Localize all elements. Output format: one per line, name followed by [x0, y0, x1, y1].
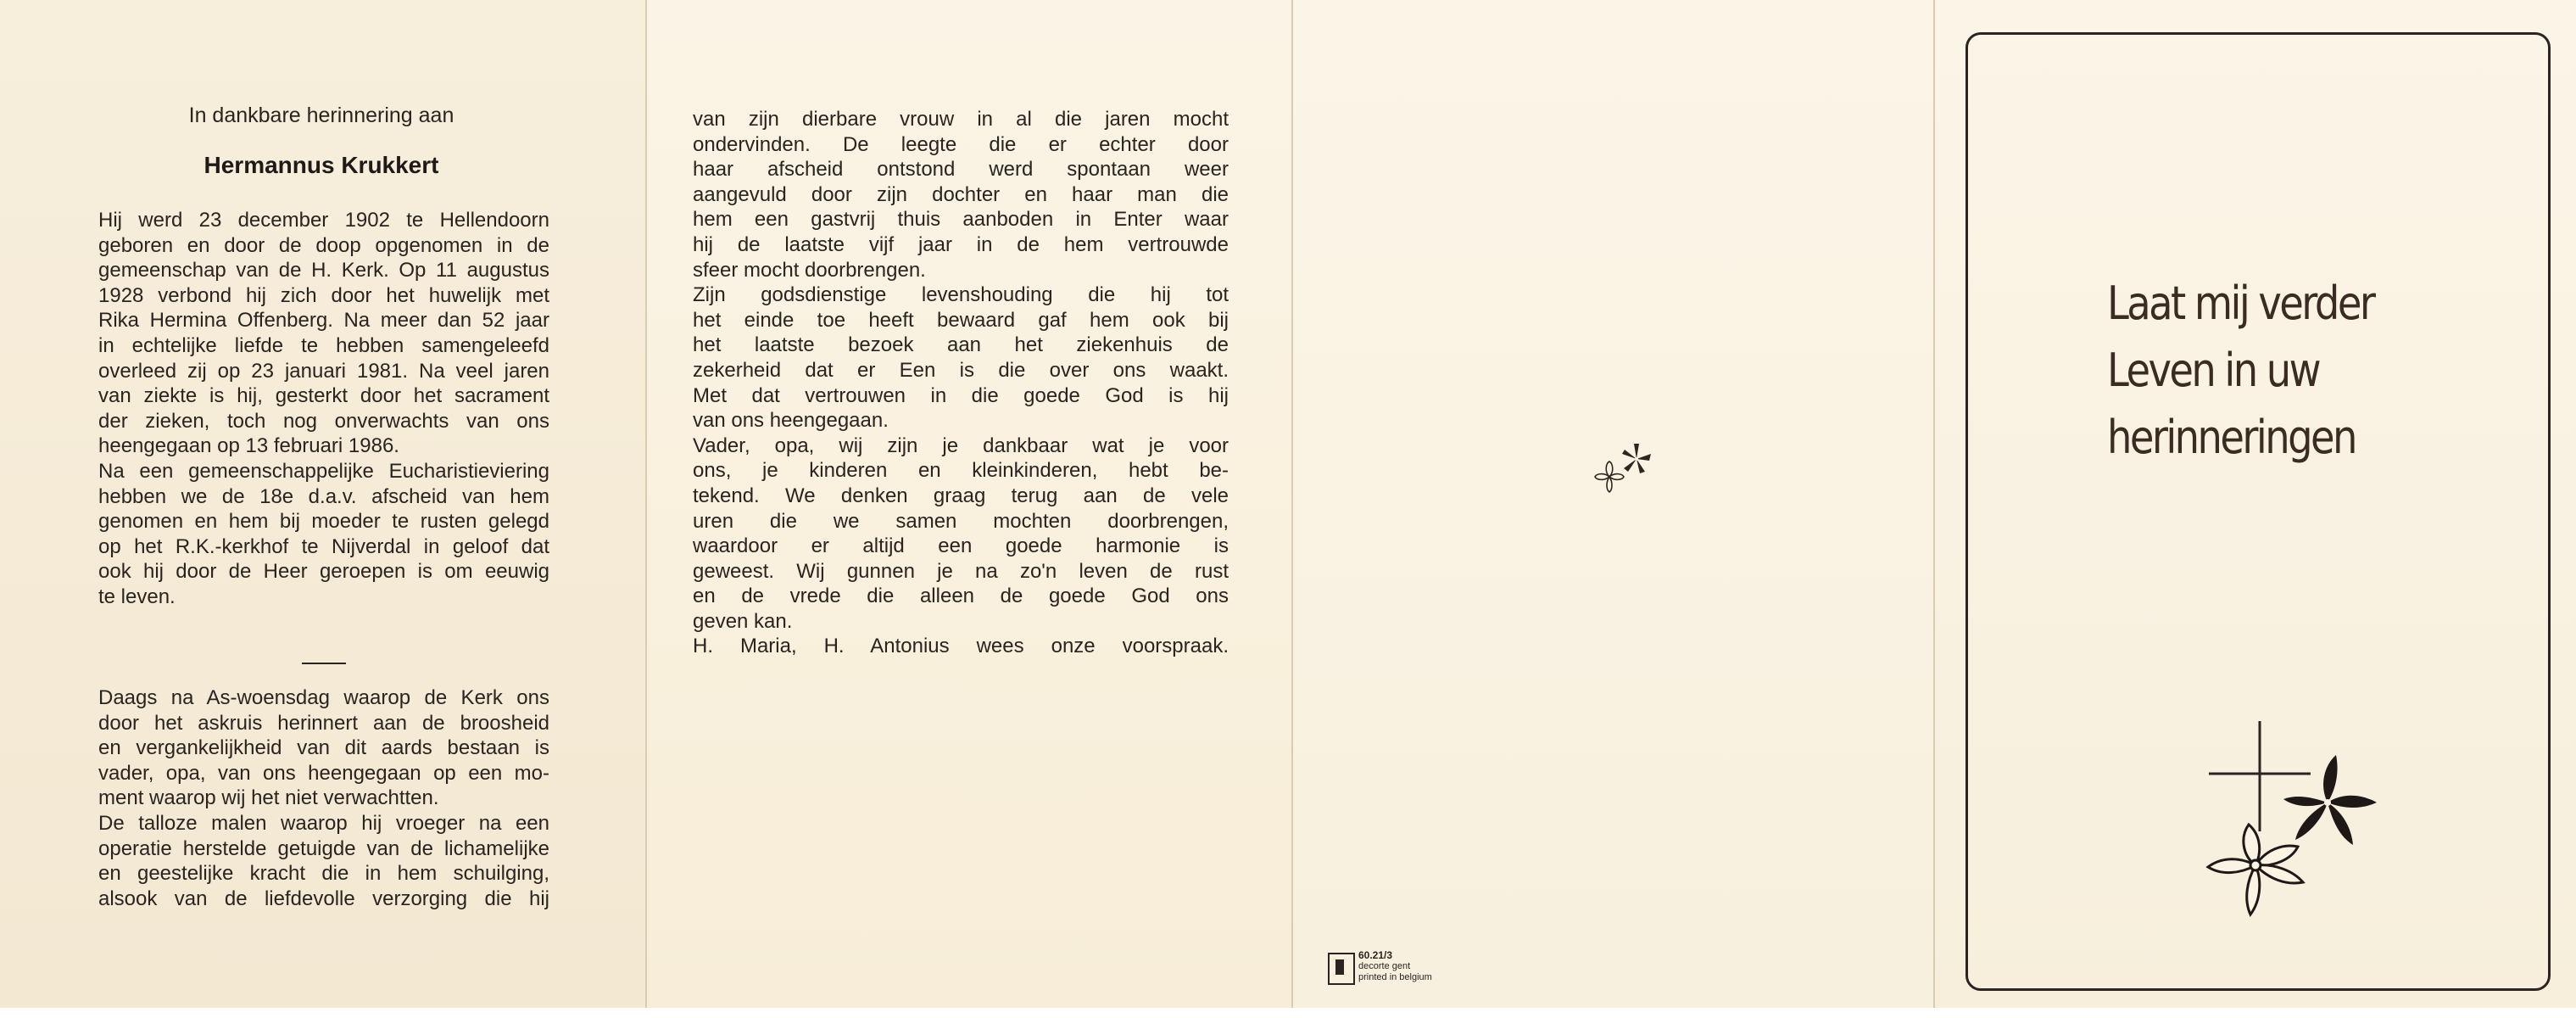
fold-line [1933, 0, 1935, 1018]
text-line: alsook van de liefdevolle verzorging die hij [98, 887, 549, 910]
continuation-text [693, 107, 1229, 659]
section-divider [302, 663, 346, 664]
text-line: operatie herstelde getuigde van de lichamelijke [98, 836, 549, 860]
text-line: hebben we de 18e d.a.v. afscheid van hem [98, 484, 549, 508]
text-line: ment waarop wij het niet verwachtten. [98, 786, 439, 810]
outline-flower-icon [2208, 825, 2303, 915]
printer-publisher: decorte gent [1358, 961, 1411, 971]
text-line: waardoor er altijd een goede harmonie is [693, 534, 1229, 558]
page-edge [0, 1008, 2576, 1018]
printer-mark [1328, 949, 1497, 988]
text-line: van zijn dierbare vrouw in al die jaren mocht [693, 108, 1229, 131]
intro-heading: In dankbare herinnering aan [188, 103, 454, 127]
text-line: hem een gastvrij thuis aanboden in Enter waar [693, 208, 1229, 232]
text-line: genomen en hem bij moeder te rusten gelegd [98, 510, 549, 534]
text-line: aangevuld door zijn dochter en haar man die [693, 182, 1229, 206]
text-line: het einde toe heeft bewaard gaf hem ook bij [693, 308, 1229, 332]
text-line: van ziekte is hij, gesterkt door het sacrament [98, 384, 549, 408]
text-line: van ons heengegaan. [693, 409, 889, 433]
biography-paragraph [98, 208, 549, 610]
deceased-name: Hermannus Krukkert [204, 152, 439, 178]
text-line: Zijn godsdienstige levenshouding die hij tot [693, 283, 1229, 307]
small-flower-ornament [1579, 438, 1664, 506]
cross-and-flowers-ornament [2166, 713, 2412, 942]
text-line: tekend. We denken graag terug aan de vele [693, 484, 1229, 507]
text-line: geven kan. [693, 609, 793, 633]
reflection-paragraph [98, 685, 549, 911]
text-line: haar afscheid ontstond werd spontaan weer [693, 158, 1229, 182]
text-line: De talloze malen waarop hij vroeger na een [98, 811, 549, 835]
text-line: te leven. [98, 585, 176, 608]
text-line: Met dat vertrouwen in die goede God is hij [693, 383, 1229, 407]
text-line: uren die we samen mochten doorbrengen, [693, 509, 1229, 533]
printer-logo-icon [1328, 953, 1355, 985]
cover-title-line: herinneringen [2107, 411, 2356, 464]
text-line: H. Maria, H. Antonius wees onze voorspraak. [693, 635, 1229, 658]
text-line: geboren en door de doop opgenomen in de [98, 233, 549, 257]
cross-icon [2209, 721, 2311, 831]
text-line: Rika Hermina Offenberg. Na meer dan 52 jaar [98, 309, 549, 333]
fold-line [645, 0, 647, 1018]
text-line: en de vrede die alleen de goede God ons [693, 585, 1229, 608]
text-line: der zieken, toch nog onverwachts van ons [98, 409, 549, 433]
text-line: heengegaan op 13 februari 1986. [98, 434, 399, 458]
text-line: Hij werd 23 december 1902 te Hellendoorn [98, 209, 549, 232]
cover-title-line: Leven in uw [2107, 344, 2320, 397]
text-line: en geestelijke kracht die in hem schuilging, [98, 862, 549, 886]
text-line: door het askruis herinnert aan de broosheid [98, 711, 549, 735]
text-line: ook hij door de Heer geroepen is om eeuwig [98, 560, 549, 584]
text-line: geweest. Wij gunnen je na zo'n leven de rust [693, 559, 1229, 583]
text-line: Na een gemeenschappelijke Eucharistieviering [98, 459, 549, 483]
cover-title-line: Laat mij verder [2107, 277, 2374, 330]
text-line: gemeenschap van de H. Kerk. Op 11 augustus [98, 259, 549, 282]
text-line: op het R.K.-kerkhof te Nijverdal in geloof dat [98, 534, 549, 558]
text-line: in echtelijke liefde te hebben samengeleefd [98, 333, 549, 357]
text-line: 1928 verbond hij zich door het huwelijk met [98, 283, 549, 307]
text-line: en vergankelijkheid van dit aards bestaan is [98, 736, 549, 760]
text-line: Vader, opa, wij zijn je dankbaar wat je voor [693, 433, 1229, 457]
text-line: ons, je kinderen en kleinkinderen, hebt be- [693, 459, 1229, 483]
text-line: ondervinden. De leegte die er echter door [693, 132, 1229, 156]
fold-line [1291, 0, 1293, 1018]
printer-origin: printed in belgium [1358, 972, 1432, 982]
printer-code: 60.21/3 [1358, 949, 1393, 961]
text-line: Daags na As-woensdag waarop de Kerk ons [98, 686, 549, 709]
text-line: zekerheid dat er Een is die over ons waakt. [693, 358, 1229, 382]
text-line: sfeer mocht doorbrengen. [693, 258, 926, 282]
text-line: het laatste bezoek aan het ziekenhuis de [693, 333, 1229, 357]
text-line: overleed zij op 23 januari 1981. Na veel jaren [98, 359, 549, 383]
blank-inner-panel [1292, 0, 1934, 1018]
dark-flower-icon [2283, 755, 2377, 845]
text-line: hij de laatste vijf jaar in de hem vertrouwde [693, 232, 1229, 256]
text-line: vader, opa, van ons heengegaan op een mo- [98, 761, 549, 785]
